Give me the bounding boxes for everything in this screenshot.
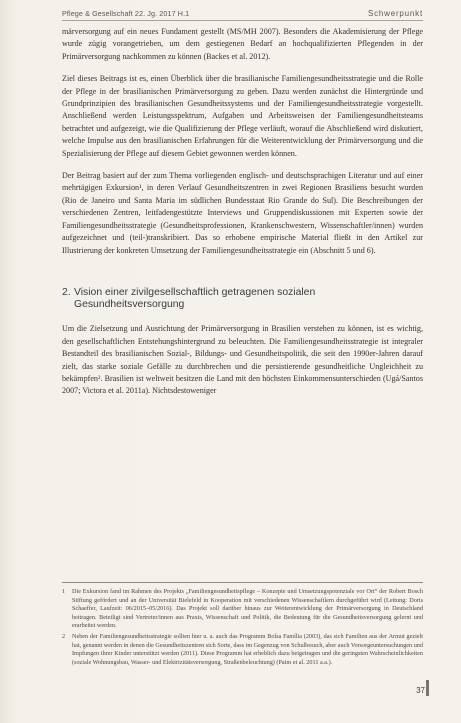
paragraph-3: Der Beitrag basiert auf der zum Thema vorliegenden englisch- und deutschsprachigen Literatur und auf einer mehrtägigen Exkursion¹, in deren Verlauf Gesundheitszentren in zwei Regionen Brasiliens besucht wurden (Rio de Janeiro und Santa Maria im südlichen Bundesstaat Rio Grande do Sul). Die Beschreibungen der verschiedenen Zentren, leitfadengestützte Interviews und Gruppendiskussionen mit Experten sowie der Familiengesundheitsstrategie (Gesundheitsprofessionen, Krankenschwestern, Wissenschaftler/innen) wurden aufgezeichnet und (teil-)transkribiert. Das so erhobene empirische Material fließt in den Artikel zur Illustrierung der konkreten Umsetzung der Familiengesundheitsstrategie ein (Abschnitt 5 und 6). [62,171,423,255]
footnotes [62,582,423,669]
footnote-number: 2 [62,632,66,640]
page-edge-marker [426,680,429,696]
section-title-line-2: Gesundheitsversorgung [74,299,185,311]
running-head [62,9,423,21]
main-text [62,26,423,398]
page-number: 37 [416,686,425,695]
section-number: 2. [62,286,71,298]
section-title-line-1: Vision einer zivilgesellschaftlich getragenen sozialen [74,286,316,298]
footnote-text: Die Exkursion fand im Rahmen des Projekts „Familiengesundheitspflege – Konzepte und Umsetzungspotenziale vor Ort“ der Robert Bosch Stiftung gefördert und an der Universität Bielefeld in Kooperation mit verschiedenen Wissenschaftlern durchgeführt wird (Leitung: Doris Schaeffer, Laufzeit: 06/2015–05/2016). Das Projekt soll darüber hinaus zur Weiterentwicklung der Primärversorgung in Deutschland beitragen. Beteiligt sind Vertreter/innen aus Praxis, Wissenschaft und Politik, die Bedeutung für die Gesundheitsversorgung gelernt und erarbeitet werden. [72,588,423,630]
section-heading [62,287,423,311]
paragraph-2: Ziel dieses Beitrags ist es, einen Überblick über die brasilianische Familiengesundheitsstrategie und die Rolle der Pflege in der brasilianischen Primärversorgung zu geben. Dazu werden zunächst die Hintergründe und Grundprinzipien des brasilianischen Gesundheitssystems und der Familiengesundheitsstrategie vorgestellt. Anschließend werden Leistungsspektrum, Aufgaben und Arbeitsweisen der Familiengesundheitsteams betrachtet und aufgezeigt, wie die Qualifizierung der Pflege verläuft, worauf die Abschließend wird diskutiert, welche Impulse aus den brasilianischen Erfahrungen für die Weiterentwicklung der Primärversorgung und die Spezialisierung der Pflege auf diesem Gebiet gewonnen werden können. [62,74,423,158]
paragraph-1: märversorgung auf ein neues Fundament gestellt (MS/MH 2007). Besonders die Akademisierung der Pflege wurde zügig vorangetrieben, um dem gestiegenen Bedarf an hochqualifizierten Pflegenden in der Primärversorgung nachkommen zu können (Backes et al. 2012). [62,27,423,61]
journal-citation: Pflege & Gesellschaft 22. Jg. 2017 H.1 [62,9,190,18]
footnote-1 [62,588,423,631]
footnote-2 [62,633,423,667]
footnote-text: Neben der Familiengesundheitsstrategie sollten hier u. a. auch das Programm Bolsa Família (2003), das sich Familien aus der Armut gezielt hat, genannt werden in denen die Gesundheitszentren sich Sorte, dass im Gegenzug von Schulbesuch, aber auch Vorsorgeuntersuchungen und Impfungen ihrer Kinder unterstützt werden (2011). Diese Programm hat erheblich dazu beigetragen und die geringsten Wahrscheinlichkeiten (soziale Wohnungsbau, Wasser- und Elektrizitätsversorgung, Straßenbeleuchtung) (Paim et al. 2011 a.a.). [72,632,423,666]
section-label: Schwerpunkt [367,9,423,18]
footnote-number: 1 [62,588,66,595]
section-paragraph: Um die Zielsetzung und Ausrichtung der Primärversorgung in Brasilien verstehen zu können, ist es wichtig, den gesellschaftlichen Entstehungshintergrund zu beleuchten. Die Familiengesundheitsstrategie ist integraler Bestandteil des brasilianischen Sozial-, Bildungs- und Gesundheitspolitik, die seit den 1990er-Jahren darauf zielt, das starke soziale Gefälle zu durchbrechen und die persistierende gesundheitliche Ungleichheit zu bekämpfen². Brasilien ist weltweit besitzen die Land mit den höchsten Einkommensunterschieden (Ugá/Santos 2007; Victora et al. 2011a). Nichtsdestoweniger [62,324,423,396]
